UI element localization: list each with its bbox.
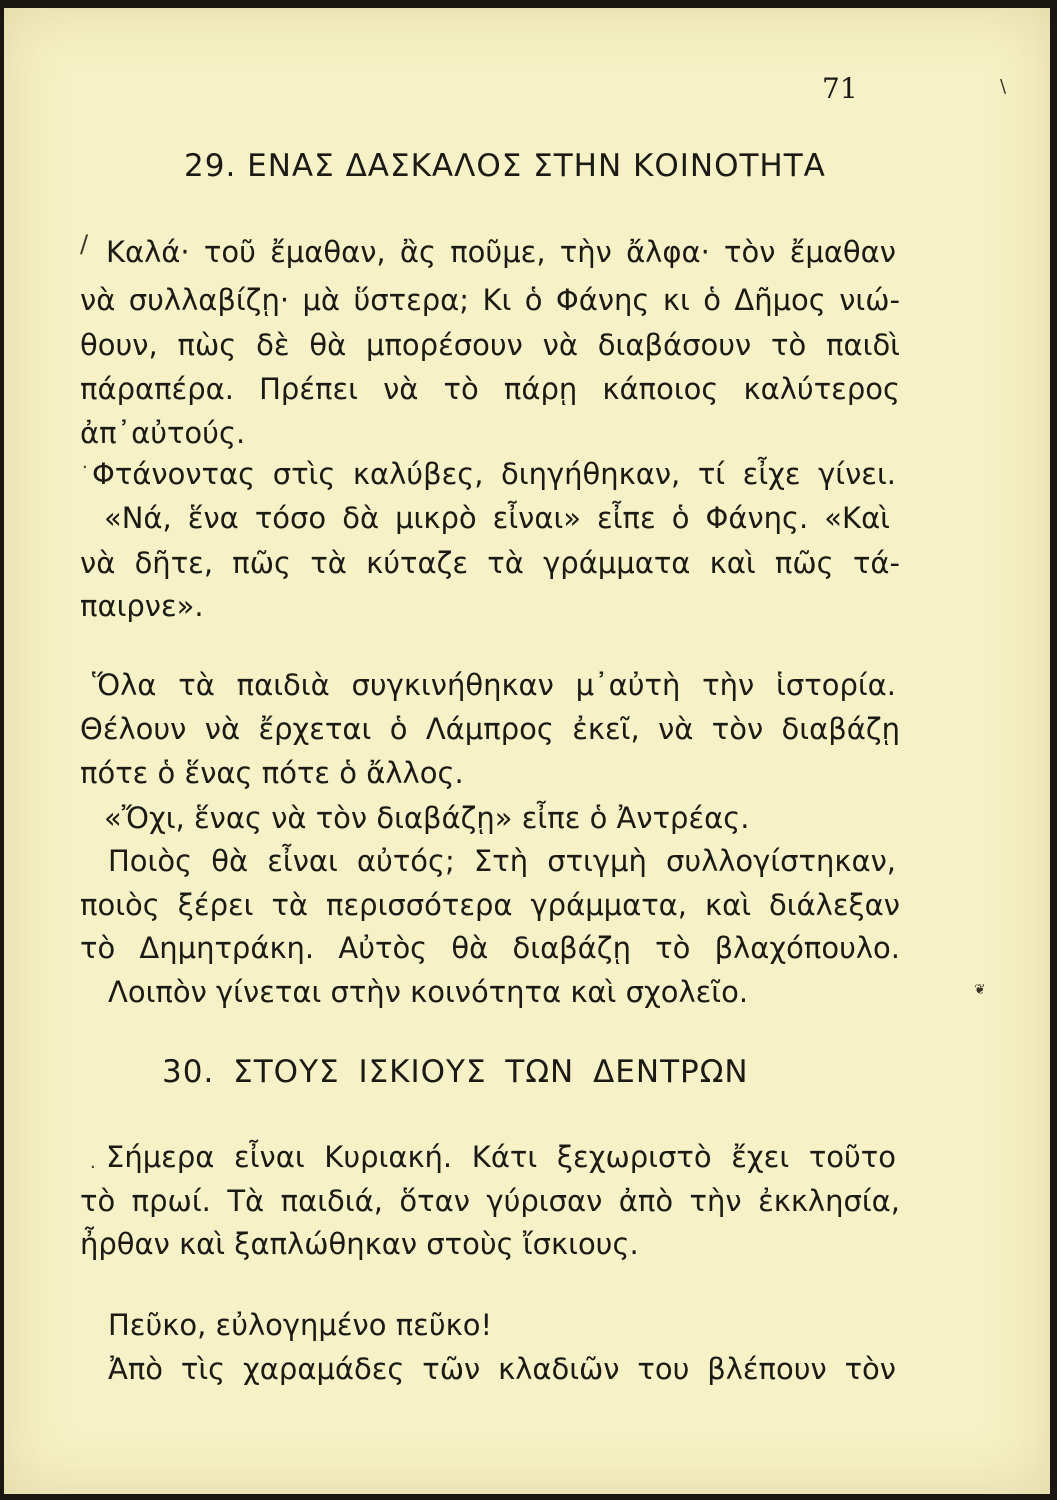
text-line: Θέλουν νὰ ἔρχεται ὁ Λάμπρος ἐκεῖ, νὰ τὸν διαβάζῃ bbox=[80, 712, 900, 746]
margin-dot: . bbox=[90, 1152, 96, 1173]
text-line: «Νά, ἕνα τόσο δὰ μικρὸ εἶναι» εἶπε ὁ Φάνης. «Καὶ bbox=[104, 501, 890, 535]
margin-dot: . bbox=[82, 452, 88, 473]
corner-mark: \ bbox=[1000, 76, 1007, 97]
text-line: Ὅλα τὰ παιδιὰ συγκινήθηκαν μ᾿αὐτὴ τὴν ἱστορία. bbox=[92, 668, 896, 702]
margin-mark: / bbox=[80, 230, 89, 258]
text-line: ποιὸς ξέρει τὰ περισσότερα γράμματα, καὶ διάλεξαν bbox=[80, 888, 900, 922]
text-line: Σήμερα εἶναι Κυριακή. Κάτι ξεχωριστὸ ἔχει τοῦτο bbox=[106, 1140, 896, 1174]
fleuron-mark: ❦ bbox=[974, 982, 986, 998]
text-line: νὰ δῆτε, πῶς τὰ κύταζε τὰ γράμματα καὶ πῶς τά- bbox=[80, 546, 900, 580]
text-line: θουν, πὼς δὲ θὰ μπορέσουν νὰ διαβάσουν τὸ παιδὶ bbox=[80, 328, 900, 362]
text-line: πάραπέρα. Πρέπει νὰ τὸ πάρῃ κάποιος καλύτερος bbox=[80, 372, 900, 406]
section-29-heading: 29. ΕΝΑΣ ΔΑΣΚΑΛΟΣ ΣΤΗΝ ΚΟΙΝΟΤΗΤΑ bbox=[184, 148, 826, 184]
text-line: νὰ συλλαβίζῃ· μὰ ὕστερα; Κι ὁ Φάνης κι ὁ Δῆμος νιώ- bbox=[80, 283, 900, 317]
text-line: Φτάνοντας στὶς καλύβες, διηγήθηκαν, τί εἶχε γίνει. bbox=[92, 457, 896, 491]
text-line: Ποιὸς θὰ εἶναι αὐτός; Στὴ στιγμὴ συλλογίστηκαν, bbox=[108, 844, 896, 878]
text-line: παιρνε». bbox=[80, 589, 204, 623]
page-number: 71 bbox=[822, 72, 858, 105]
book-page bbox=[4, 8, 1050, 1494]
text-line: Καλά· τοῦ ἔμαθαν, ἂς ποῦμε, τὴν ἄλφα· τὸν ἔμαθαν bbox=[106, 235, 896, 269]
text-line: ἦρθαν καὶ ξαπλώθηκαν στοὺς ἴσκιους. bbox=[80, 1227, 639, 1261]
text-line: Πεῦκο, εὐλογημένο πεῦκο! bbox=[108, 1308, 493, 1342]
text-line: τὸ πρωί. Τὰ παιδιά, ὅταν γύρισαν ἀπὸ τὴν ἐκκλησία, bbox=[80, 1184, 900, 1218]
text-line: «Ὄχι, ἕνας νὰ τὸν διαβάζῃ» εἶπε ὁ Ἀντρέας. bbox=[104, 801, 750, 835]
text-line: Λοιπὸν γίνεται στὴν κοινότητα καὶ σχολεῖο. bbox=[108, 975, 749, 1009]
text-line: Ἀπὸ τὶς χαραμάδες τῶν κλαδιῶν του βλέπουν τὸν bbox=[108, 1352, 896, 1386]
text-line: ἀπ᾿αὐτούς. bbox=[80, 416, 246, 450]
section-30-heading: 30. ΣΤΟΥΣ ΙΣΚΙΟΥΣ ΤΩΝ ΔΕΝΤΡΩΝ bbox=[162, 1054, 749, 1090]
text-line: τὸ Δημητράκη. Αὐτὸς θὰ διαβάζῃ τὸ βλαχόπουλο. bbox=[80, 931, 900, 965]
text-line: πότε ὁ ἕνας πότε ὁ ἄλλος. bbox=[80, 756, 464, 790]
